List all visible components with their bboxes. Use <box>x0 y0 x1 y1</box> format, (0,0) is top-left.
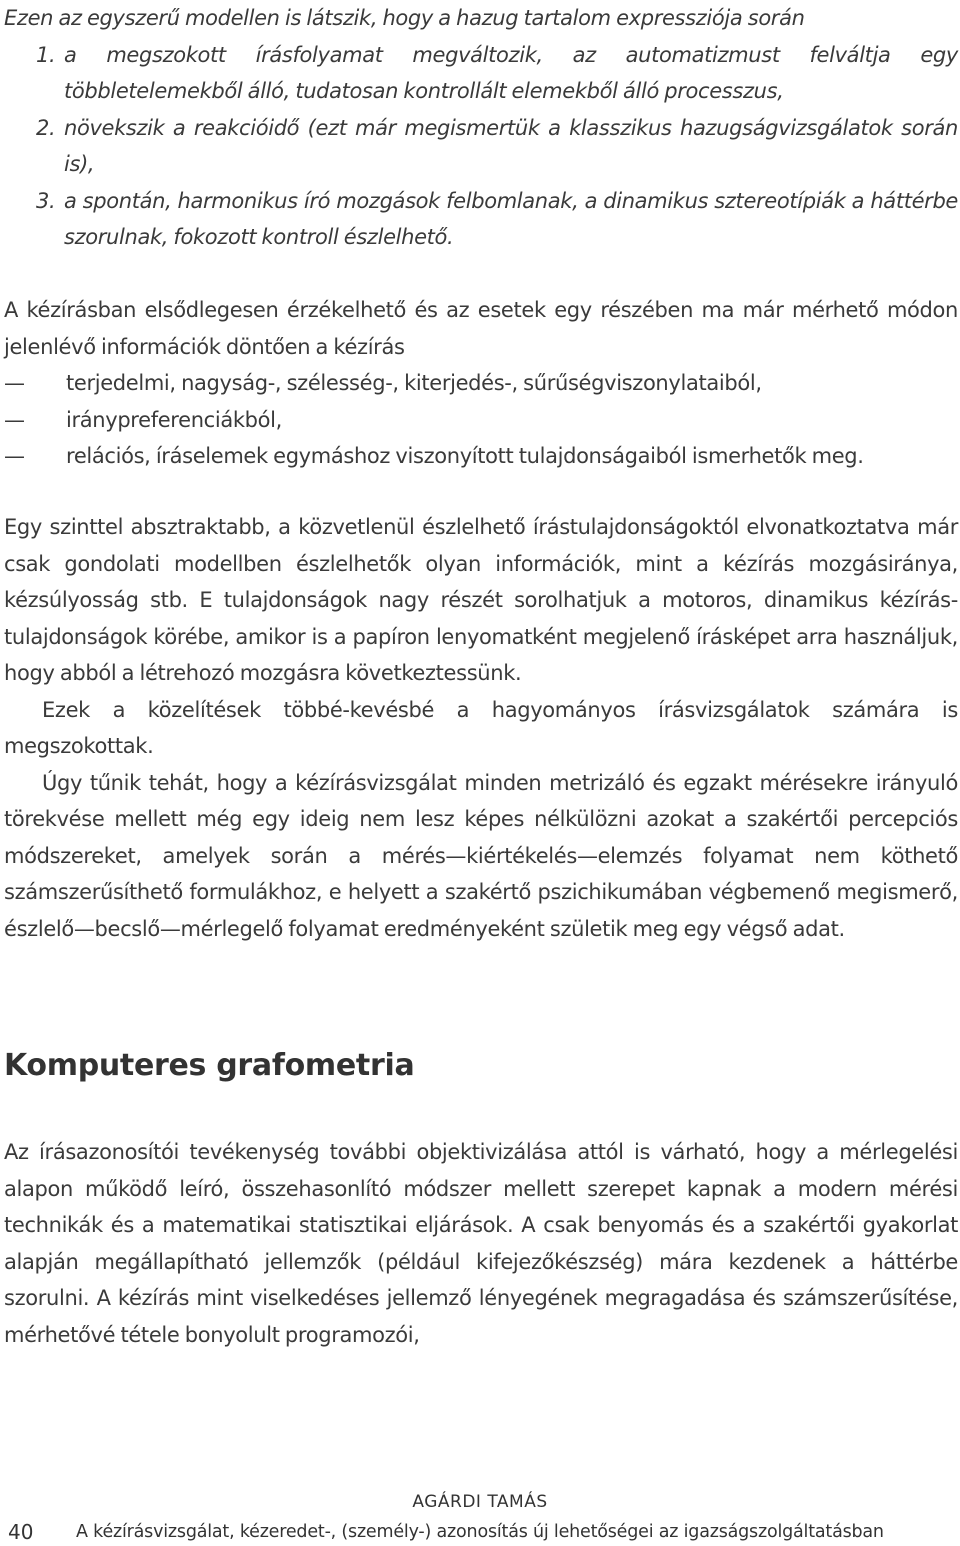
list-item <box>4 110 958 183</box>
block-abstract-info <box>4 509 958 947</box>
list-number: 1. <box>36 42 56 67</box>
handwriting-info-intro: A kézírásban elsődlegesen érzékelhető és az esetek egy részében ma már mérhető módon jelenlévő információk döntően a kézírás <box>4 298 958 359</box>
list-dash: — <box>4 444 25 468</box>
list-dash: — <box>4 407 25 432</box>
handwriting-info-list <box>4 365 958 475</box>
footer-author: AGÁRDI TAMÁS <box>412 1492 548 1512</box>
list-item <box>4 402 958 439</box>
page-number: 40 <box>8 1520 34 1544</box>
list-item-text: növekszik a reakcióidő (ezt már megismertük a klasszikus hazugságvizsgálatok során is), <box>64 115 958 176</box>
paragraph: Egy szinttel absztraktabb, a közvetlenül észlelhető írástulajdonságoktól elvonatkoztatva már csak gondolati modellben észlelhetők olyan információk, mint a kézírás mozgásiránya, kézsúlyosság stb. E tulajdonságok nagy részét sorolhatjuk a motoros, dinamikus kézírás-tulajdonságok körébe, amikor is a papíron lenyomatként megjelenő írásképet arra használjuk, hogy abból a létrehozó mozgásra következtessünk. <box>4 515 958 685</box>
list-item <box>4 365 958 402</box>
list-number: 2. <box>36 115 56 140</box>
list-item-text: terjedelmi, nagyság-, szélesség-, kiterjedés-, sűrűségviszonylataiból, <box>66 371 762 395</box>
block-handwriting-info <box>4 292 958 475</box>
list-number: 3. <box>36 188 56 213</box>
list-dash: — <box>4 371 25 395</box>
lie-model-list <box>4 37 958 256</box>
paragraph: Ezek a közelítések többé-kevésbé a hagyományos írásvizsgálatok számára is megszokottak. <box>4 697 958 758</box>
list-item-text: a spontán, harmonikus író mozgások felbomlanak, a dinamikus sztereotípiák a háttérbe szorulnak, fokozott kontroll észlelhető. <box>64 188 958 249</box>
list-item-text: a megszokott írásfolyamat megváltozik, az automatizmust felváltja egy többletelemekből álló, tudatosan kontrollált elemekből álló processzus, <box>64 42 958 103</box>
list-item <box>4 37 958 110</box>
block-lie-model <box>4 0 958 256</box>
paragraph: Az írásazonosítói tevékenység további objektivizálása attól is várható, hogy a mérlegelési alapon működő leíró, összehasonlító módszer mellett szerepet kapnak a modern mérési technikák és a matematikai statisztikai eljárások. A csak benyomás és a szakértői gyakorlat alapján megállapítható jellemzők (például kifejezőkészség) mára kezdenek a háttérbe szorulni. A kézírás mint viselkedéses jellemző lényegének megragadása és számszerűsítése, mérhetővé tétele bonyolult programozói, <box>4 1140 958 1347</box>
paragraph: Úgy tűnik tehát, hogy a kézírásvizsgálat minden metrizáló és egzakt mérésekre irányuló törekvése mellett még egy ideig nem lesz képes nélkülözni azokat a szakértői percepciós módszereket, amelyek során a mérés—kiértékelés—elemzés folyamat nem köthető számszerűsíthető formulákhoz, e helyett a szakértő pszichikumában végbemenő megismerő, észlelő—becslő—mérlegelő folyamat eredményeként születik meg egy végső adat. <box>4 770 958 941</box>
list-item-text: iránypreferenciákból, <box>66 407 282 432</box>
list-item-text: relációs, íráselemek egymáshoz viszonyított tulajdonságaiból ismerhetők meg. <box>66 444 864 468</box>
section-heading: Komputeres grafometria <box>4 1048 415 1083</box>
list-item <box>4 438 958 475</box>
lie-model-intro: Ezen az egyszerű modellen is látszik, hogy a hazug tartalom expressziója során <box>4 6 805 30</box>
footer-book-title: A kézírásvizsgálat, kézeredet-, (személy-) azonosítás új lehetőségei az igazságszolgáltatásban <box>76 1522 884 1542</box>
list-item <box>4 183 958 256</box>
block-computer-graphometry <box>4 1134 958 1353</box>
